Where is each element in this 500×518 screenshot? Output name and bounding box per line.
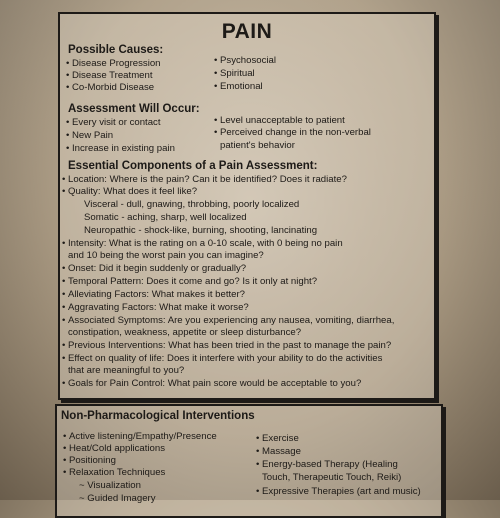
assessment-item: • Every visit or contact: [72, 117, 161, 129]
nonpharm-subitem: ~ Guided Imagery: [79, 493, 156, 504]
component-item: • Associated Symptoms: Are you experiencing any nausea, vomiting, diarrhea,: [68, 315, 394, 327]
nonpharm-item: • Active listening/Empathy/Presence: [69, 431, 217, 443]
cause-item: • Disease Treatment: [72, 70, 153, 82]
nonpharm-item: • Positioning: [69, 455, 116, 467]
cause-item: • Emotional: [220, 81, 263, 93]
nonpharm-item: • Expressive Therapies (art and music): [262, 486, 421, 498]
component-item: • Intensity: What is the rating on a 0-10 scale, with 0 being no pain: [68, 238, 343, 250]
nonpharm-section: [55, 404, 443, 518]
components-heading: Essential Components of a Pain Assessment:: [68, 160, 318, 172]
assessment-heading: Assessment Will Occur:: [68, 103, 200, 115]
assessment-item: • Level unacceptable to patient: [220, 115, 345, 127]
component-item: • Effect on quality of life: Does it interfere with your ability to do the activities: [68, 353, 382, 365]
component-subitem: Visceral - dull, gnawing, throbbing, poorly localized: [84, 199, 300, 210]
component-item: • Previous Interventions: What has been tried in the past to manage the pain?: [68, 340, 391, 352]
pain-section: [58, 12, 436, 400]
component-item: • Aggravating Factors: What make it worse?: [68, 302, 249, 314]
component-item: • Alleviating Factors: What makes it better?: [68, 289, 245, 301]
nonpharm-item: • Exercise: [262, 433, 299, 445]
nonpharm-heading: Non-Pharmacological Interventions: [61, 410, 255, 422]
component-item: • Quality: What does it feel like?: [68, 186, 197, 198]
nonpharm-subitem: ~ Visualization: [79, 480, 141, 491]
cause-item: • Co-Morbid Disease: [72, 82, 154, 94]
component-item-cont: that are meaningful to you?: [68, 365, 185, 376]
component-item-cont: and 10 being the worst pain you can imagine?: [68, 250, 264, 261]
assessment-item: • Perceived change in the non-verbal: [220, 127, 371, 139]
nonpharm-item: • Heat/Cold applications: [69, 443, 165, 455]
assessment-item: • New Pain: [72, 130, 113, 142]
cause-item: • Spiritual: [220, 68, 255, 80]
nonpharm-item: • Relaxation Techniques: [69, 467, 165, 479]
nonpharm-item: • Energy-based Therapy (Healing: [262, 459, 398, 471]
causes-heading: Possible Causes:: [68, 44, 164, 56]
component-subitem: Neuropathic - shock-like, burning, shooting, lancinating: [84, 225, 318, 236]
page-title: PAIN: [221, 20, 273, 43]
component-item-cont: constipation, weakness, appetite or sleep disturbance?: [68, 327, 302, 338]
assessment-item-cont: patient's behavior: [220, 140, 295, 151]
nonpharm-item-cont: Touch, Therapeutic Touch, Reiki): [262, 472, 402, 483]
component-item: • Location: Where is the pain? Can it be identified? Does it radiate?: [68, 174, 347, 186]
cause-item: • Psychosocial: [220, 55, 276, 67]
cause-item: • Disease Progression: [72, 58, 161, 70]
nonpharm-item: • Massage: [262, 446, 301, 458]
component-item: • Goals for Pain Control: What pain score would be acceptable to you?: [68, 378, 361, 390]
component-subitem: Somatic - aching, sharp, well localized: [84, 212, 247, 223]
component-item: • Onset: Did it begin suddenly or gradually?: [68, 263, 246, 275]
assessment-item: • Increase in existing pain: [72, 143, 175, 155]
component-item: • Temporal Pattern: Does it come and go? Is it only at night?: [68, 276, 317, 288]
